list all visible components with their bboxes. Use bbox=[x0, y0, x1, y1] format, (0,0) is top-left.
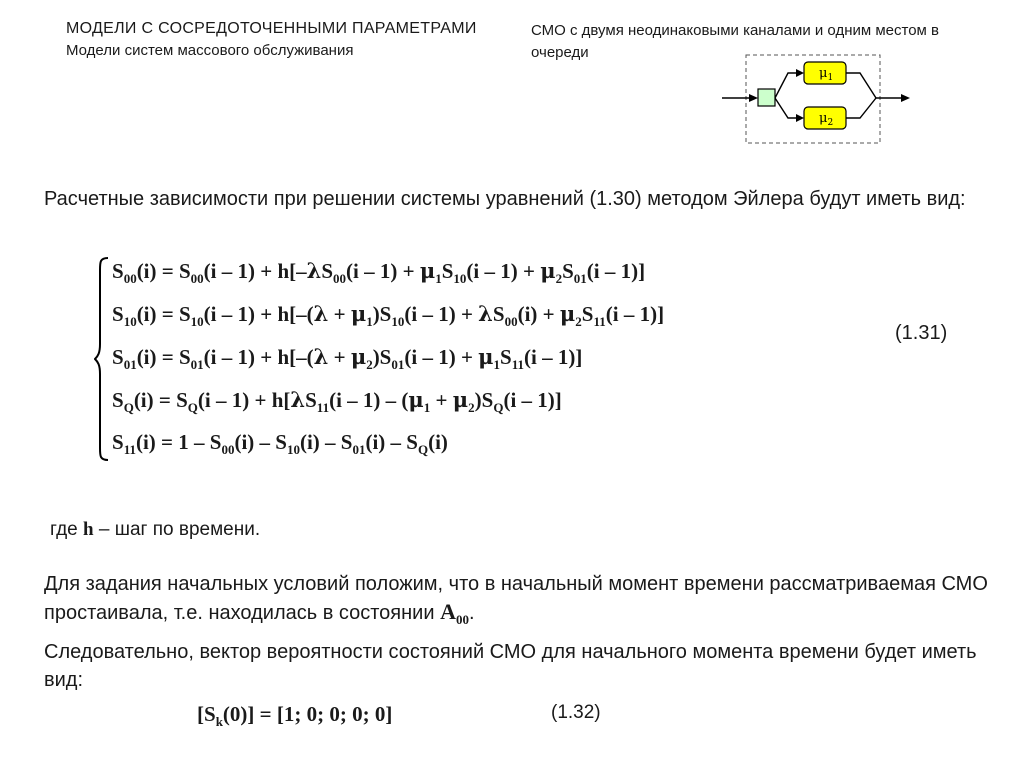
slide-title: МОДЕЛИ С СОСРЕДОТОЧЕННЫМИ ПАРАМЕТРАМИ bbox=[66, 20, 477, 37]
state-index: 00 bbox=[455, 612, 469, 627]
equation-brace bbox=[94, 256, 110, 462]
initial-text-1: Для задания начальных условий положим, что в начальный момент времени рассматриваемая СМО простаивала, т.е. находилась в состоянии bbox=[44, 573, 988, 624]
step-definition bbox=[50, 519, 260, 541]
initial-conditions-paragraph-1 bbox=[44, 570, 994, 634]
intro-paragraph: Расчетные зависимости при решении системы уравнений (1.30) методом Эйлера будут иметь вид: bbox=[44, 188, 966, 210]
vector-rhs: (0)] = [1; 0; 0; 0; 0] bbox=[222, 702, 393, 726]
queue-system-diagram bbox=[718, 52, 914, 148]
initial-vector-equation bbox=[197, 702, 392, 730]
initial-text-end: . bbox=[468, 602, 475, 624]
vector-lhs-open: [S bbox=[197, 702, 216, 726]
channel-2-label: $\mu_2$ bbox=[819, 111, 834, 128]
equation-line-3: $S_{01}(i) = S_{01}(i - 1) + h[-(\lambda + \mu_2)S_{01}(i - 1) + \mu_1S_{11}(i - 1)]$ bbox=[112, 344, 583, 373]
state-symbol: A bbox=[440, 599, 456, 624]
step-prefix: где bbox=[50, 519, 84, 540]
slide-subtitle: Модели систем массового обслуживания bbox=[66, 42, 354, 59]
equation-system bbox=[94, 256, 874, 462]
vector-lhs-index: k bbox=[215, 714, 223, 730]
system-caption: СМО с двумя неодинаковыми каналами и одним местом в очереди bbox=[531, 22, 939, 61]
step-symbol: h bbox=[83, 519, 94, 540]
channel-1-label: $\mu_1$ bbox=[819, 66, 834, 83]
equation-number-1-31: (1.31) bbox=[895, 322, 948, 344]
equation-number-1-32: (1.32) bbox=[551, 702, 601, 723]
initial-conditions bbox=[44, 570, 994, 694]
equation-line-2: $S_{10}(i) = S_{10}(i - 1) + h[-(\lambda + \mu_1)S_{10}(i - 1) + \lambda S_{00}(i) + \mu_2S_{11}(i - 1)]$ bbox=[112, 301, 665, 330]
equation-line-4: $S_Q(i) = S_Q(i - 1) + h[\lambda S_{11}(i - 1) - (\mu_1 + \mu_2)S_Q(i - 1)]$ bbox=[112, 387, 562, 416]
equation-line-1: $S_{00}(i) = S_{00}(i - 1) + h[-\lambda S_{00}(i - 1) + \mu_1S_{10}(i - 1) + \mu_2S_{01}(i - 1)]$ bbox=[112, 258, 646, 287]
step-suffix: – шаг по времени. bbox=[93, 519, 261, 540]
queue-slot bbox=[758, 89, 775, 106]
equation-line-5: $S_{11}(i) = 1 - S_{00}(i) - S_{10}(i) - S_{01}(i) - S_Q(i)$ bbox=[112, 430, 448, 458]
initial-conditions-paragraph-2: Следовательно, вектор вероятности состояний СМО для начального момента времени будет иметь вид: bbox=[44, 641, 977, 691]
